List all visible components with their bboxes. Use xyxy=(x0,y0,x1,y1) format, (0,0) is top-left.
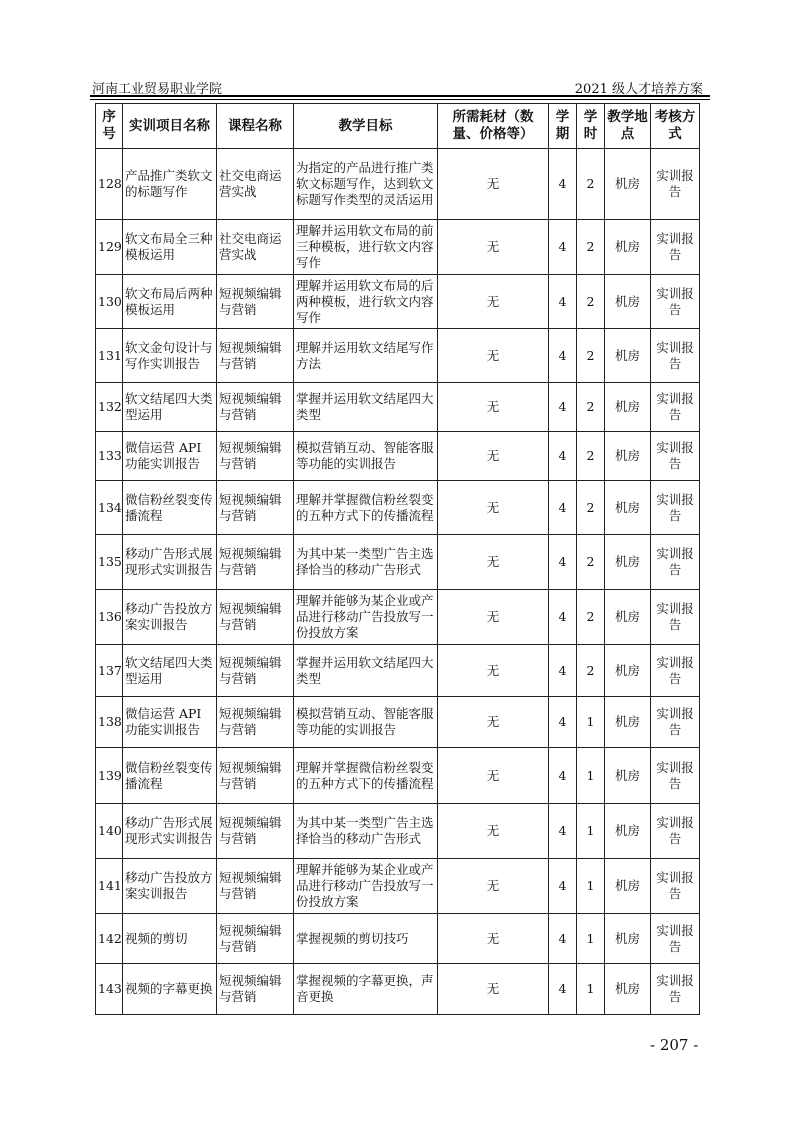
cell-term: 4 xyxy=(549,275,577,329)
cell-course: 短视频编辑与营销 xyxy=(217,275,294,329)
table-row xyxy=(96,697,700,748)
cell-term: 4 xyxy=(549,535,577,590)
header-rule xyxy=(90,95,710,97)
cell-exam: 实训报告 xyxy=(651,645,700,697)
cell-exam: 实训报告 xyxy=(651,432,700,481)
cell-no: 132 xyxy=(96,383,123,432)
cell-course: 短视频编辑与营销 xyxy=(217,804,294,859)
cell-course: 短视频编辑与营销 xyxy=(217,914,294,964)
cell-exam: 实训报告 xyxy=(651,481,700,535)
cell-materials: 无 xyxy=(438,914,549,964)
cell-exam: 实训报告 xyxy=(651,329,700,383)
cell-goal: 掌握并运用软文结尾四大类型 xyxy=(294,645,438,697)
cell-no: 137 xyxy=(96,645,123,697)
cell-place: 机房 xyxy=(605,220,651,275)
cell-no: 133 xyxy=(96,432,123,481)
cell-project: 移动广告形式展现形式实训报告 xyxy=(123,535,217,590)
cell-goal: 理解并掌握微信粉丝裂变的五种方式下的传播流程 xyxy=(294,748,438,804)
table-row xyxy=(96,432,700,481)
cell-place: 机房 xyxy=(605,804,651,859)
cell-goal: 为其中某一类型广告主选择恰当的移动广告形式 xyxy=(294,804,438,859)
table-row xyxy=(96,590,700,645)
cell-term: 4 xyxy=(549,748,577,804)
col-header-materials: 所需耗材（数量、价格等） xyxy=(438,104,549,149)
cell-materials: 无 xyxy=(438,590,549,645)
cell-goal: 理解并能够为某企业或产品进行移动广告投放写一份投放方案 xyxy=(294,590,438,645)
cell-exam: 实训报告 xyxy=(651,220,700,275)
cell-term: 4 xyxy=(549,329,577,383)
cell-hours: 2 xyxy=(577,329,605,383)
cell-course: 短视频编辑与营销 xyxy=(217,329,294,383)
cell-course: 短视频编辑与营销 xyxy=(217,748,294,804)
col-header-term: 学期 xyxy=(549,104,577,149)
cell-goal: 理解并运用软文布局的后两种模板，进行软文内容写作 xyxy=(294,275,438,329)
cell-place: 机房 xyxy=(605,748,651,804)
cell-no: 142 xyxy=(96,914,123,964)
cell-no: 139 xyxy=(96,748,123,804)
cell-course: 短视频编辑与营销 xyxy=(217,481,294,535)
cell-hours: 2 xyxy=(577,149,605,220)
cell-course: 社交电商运营实战 xyxy=(217,220,294,275)
cell-place: 机房 xyxy=(605,149,651,220)
cell-place: 机房 xyxy=(605,275,651,329)
cell-goal: 理解并运用软文布局的前三种模板，进行软文内容写作 xyxy=(294,220,438,275)
cell-course: 短视频编辑与营销 xyxy=(217,432,294,481)
cell-hours: 1 xyxy=(577,697,605,748)
cell-hours: 1 xyxy=(577,748,605,804)
table-row xyxy=(96,149,700,220)
cell-no: 140 xyxy=(96,804,123,859)
cell-exam: 实训报告 xyxy=(651,914,700,964)
cell-materials: 无 xyxy=(438,697,549,748)
cell-hours: 2 xyxy=(577,645,605,697)
table-row xyxy=(96,859,700,914)
cell-project: 软文布局全三种模板运用 xyxy=(123,220,217,275)
cell-no: 141 xyxy=(96,859,123,914)
cell-course: 社交电商运营实战 xyxy=(217,149,294,220)
cell-course: 短视频编辑与营销 xyxy=(217,859,294,914)
cell-project: 移动广告投放方案实训报告 xyxy=(123,590,217,645)
cell-no: 135 xyxy=(96,535,123,590)
cell-project: 微信粉丝裂变传播流程 xyxy=(123,748,217,804)
cell-hours: 1 xyxy=(577,964,605,1015)
cell-place: 机房 xyxy=(605,859,651,914)
cell-hours: 2 xyxy=(577,220,605,275)
table-header-row xyxy=(96,104,700,149)
cell-no: 138 xyxy=(96,697,123,748)
cell-place: 机房 xyxy=(605,914,651,964)
cell-project: 移动广告形式展现形式实训报告 xyxy=(123,804,217,859)
cell-course: 短视频编辑与营销 xyxy=(217,964,294,1015)
header-institution: 河南工业贸易职业学院 xyxy=(92,82,223,97)
cell-term: 4 xyxy=(549,590,577,645)
cell-term: 4 xyxy=(549,964,577,1015)
cell-exam: 实训报告 xyxy=(651,964,700,1015)
cell-exam: 实训报告 xyxy=(651,748,700,804)
cell-hours: 1 xyxy=(577,859,605,914)
table-row xyxy=(96,964,700,1015)
cell-hours: 2 xyxy=(577,432,605,481)
cell-goal: 理解并掌握微信粉丝裂变的五种方式下的传播流程 xyxy=(294,481,438,535)
cell-term: 4 xyxy=(549,645,577,697)
cell-exam: 实训报告 xyxy=(651,697,700,748)
cell-materials: 无 xyxy=(438,645,549,697)
cell-goal: 理解并运用软文结尾写作方法 xyxy=(294,329,438,383)
cell-place: 机房 xyxy=(605,432,651,481)
cell-project: 软文金句设计与写作实训报告 xyxy=(123,329,217,383)
cell-course: 短视频编辑与营销 xyxy=(217,645,294,697)
cell-term: 4 xyxy=(549,697,577,748)
cell-course: 短视频编辑与营销 xyxy=(217,590,294,645)
cell-place: 机房 xyxy=(605,383,651,432)
cell-term: 4 xyxy=(549,804,577,859)
header-doc-title: 2021 级人才培养方案 xyxy=(574,82,703,97)
cell-no: 134 xyxy=(96,481,123,535)
cell-hours: 2 xyxy=(577,535,605,590)
table-row xyxy=(96,748,700,804)
cell-hours: 1 xyxy=(577,914,605,964)
col-header-project: 实训项目名称 xyxy=(123,104,217,149)
cell-term: 4 xyxy=(549,220,577,275)
table-row xyxy=(96,383,700,432)
cell-project: 移动广告投放方案实训报告 xyxy=(123,859,217,914)
cell-exam: 实训报告 xyxy=(651,859,700,914)
cell-project: 微信运营 API 功能实训报告 xyxy=(123,432,217,481)
cell-hours: 2 xyxy=(577,275,605,329)
cell-no: 130 xyxy=(96,275,123,329)
cell-materials: 无 xyxy=(438,432,549,481)
col-header-exam: 考核方式 xyxy=(651,104,700,149)
table-row xyxy=(96,220,700,275)
training-table xyxy=(95,103,700,1015)
cell-project: 视频的剪切 xyxy=(123,914,217,964)
cell-materials: 无 xyxy=(438,149,549,220)
cell-no: 129 xyxy=(96,220,123,275)
col-header-hours: 学时 xyxy=(577,104,605,149)
cell-term: 4 xyxy=(549,432,577,481)
cell-term: 4 xyxy=(549,481,577,535)
cell-goal: 模拟营销互动、智能客服等功能的实训报告 xyxy=(294,697,438,748)
cell-exam: 实训报告 xyxy=(651,383,700,432)
cell-materials: 无 xyxy=(438,748,549,804)
table-row xyxy=(96,481,700,535)
cell-project: 产品推广类软文的标题写作 xyxy=(123,149,217,220)
cell-goal: 为指定的产品进行推广类软文标题写作，达到软文标题写作类型的灵活运用 xyxy=(294,149,438,220)
cell-materials: 无 xyxy=(438,964,549,1015)
cell-no: 128 xyxy=(96,149,123,220)
cell-term: 4 xyxy=(549,859,577,914)
cell-hours: 2 xyxy=(577,383,605,432)
cell-goal: 为其中某一类型广告主选择恰当的移动广告形式 xyxy=(294,535,438,590)
cell-project: 视频的字幕更换 xyxy=(123,964,217,1015)
col-header-place: 教学地点 xyxy=(605,104,651,149)
cell-exam: 实训报告 xyxy=(651,275,700,329)
cell-goal: 理解并能够为某企业或产品进行移动广告投放写一份投放方案 xyxy=(294,859,438,914)
cell-hours: 2 xyxy=(577,590,605,645)
cell-materials: 无 xyxy=(438,275,549,329)
table-row xyxy=(96,804,700,859)
cell-place: 机房 xyxy=(605,590,651,645)
cell-place: 机房 xyxy=(605,964,651,1015)
cell-no: 143 xyxy=(96,964,123,1015)
cell-materials: 无 xyxy=(438,804,549,859)
table-row xyxy=(96,329,700,383)
cell-materials: 无 xyxy=(438,329,549,383)
cell-goal: 掌握视频的字幕更换，声音更换 xyxy=(294,964,438,1015)
cell-hours: 1 xyxy=(577,804,605,859)
cell-course: 短视频编辑与营销 xyxy=(217,535,294,590)
cell-project: 软文结尾四大类型运用 xyxy=(123,383,217,432)
cell-materials: 无 xyxy=(438,535,549,590)
page-number: - 207 - xyxy=(650,1036,699,1054)
cell-place: 机房 xyxy=(605,645,651,697)
table-row xyxy=(96,535,700,590)
cell-exam: 实训报告 xyxy=(651,149,700,220)
cell-exam: 实训报告 xyxy=(651,590,700,645)
cell-term: 4 xyxy=(549,149,577,220)
table-row xyxy=(96,914,700,964)
col-header-course: 课程名称 xyxy=(217,104,294,149)
cell-place: 机房 xyxy=(605,697,651,748)
cell-materials: 无 xyxy=(438,383,549,432)
cell-no: 131 xyxy=(96,329,123,383)
cell-goal: 掌握并运用软文结尾四大类型 xyxy=(294,383,438,432)
cell-materials: 无 xyxy=(438,859,549,914)
cell-project: 软文布局后两种模板运用 xyxy=(123,275,217,329)
col-header-no: 序号 xyxy=(96,104,123,149)
cell-materials: 无 xyxy=(438,481,549,535)
table-row xyxy=(96,275,700,329)
cell-project: 微信运营 API 功能实训报告 xyxy=(123,697,217,748)
cell-place: 机房 xyxy=(605,329,651,383)
cell-project: 软文结尾四大类型运用 xyxy=(123,645,217,697)
cell-place: 机房 xyxy=(605,481,651,535)
header-rule-thin xyxy=(90,99,710,100)
cell-term: 4 xyxy=(549,914,577,964)
cell-hours: 2 xyxy=(577,481,605,535)
cell-goal: 模拟营销互动、智能客服等功能的实训报告 xyxy=(294,432,438,481)
cell-place: 机房 xyxy=(605,535,651,590)
cell-project: 微信粉丝裂变传播流程 xyxy=(123,481,217,535)
cell-course: 短视频编辑与营销 xyxy=(217,697,294,748)
table-row xyxy=(96,645,700,697)
cell-exam: 实训报告 xyxy=(651,804,700,859)
cell-goal: 掌握视频的剪切技巧 xyxy=(294,914,438,964)
cell-term: 4 xyxy=(549,383,577,432)
col-header-goal: 教学目标 xyxy=(294,104,438,149)
cell-exam: 实训报告 xyxy=(651,535,700,590)
cell-materials: 无 xyxy=(438,220,549,275)
cell-course: 短视频编辑与营销 xyxy=(217,383,294,432)
cell-no: 136 xyxy=(96,590,123,645)
